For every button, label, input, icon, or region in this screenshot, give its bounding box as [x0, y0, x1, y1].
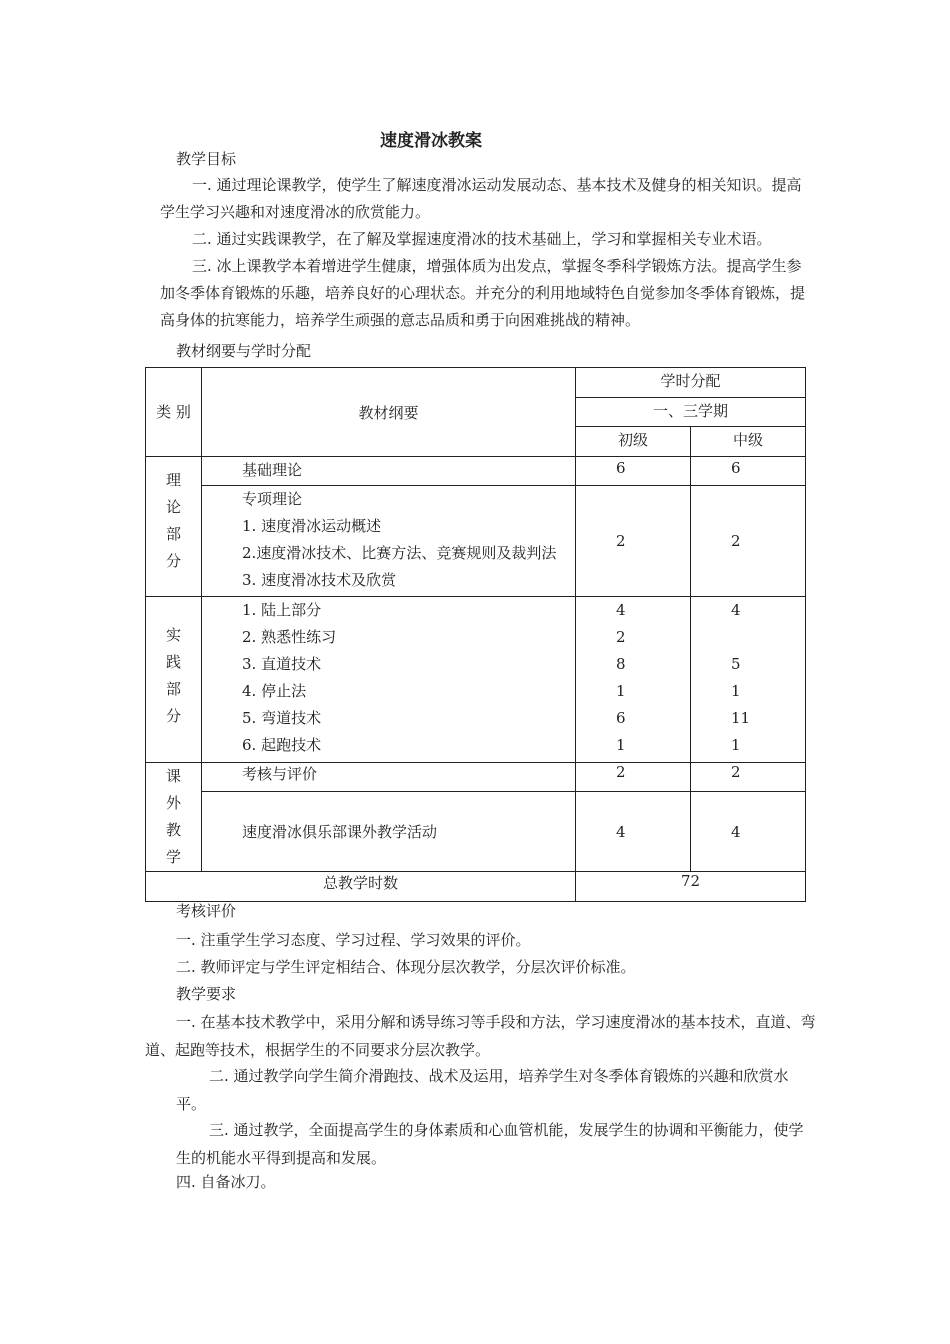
- total-value: 72: [576, 872, 806, 902]
- list-item: 4. 停止法: [242, 682, 307, 700]
- list-item: 1. 陆上部分: [242, 601, 322, 619]
- basic-theory-intermediate: 6: [691, 457, 806, 486]
- page-title: 速度滑冰教案: [380, 131, 482, 151]
- special-theory-label: 专项理论: [242, 490, 303, 508]
- intermediate-header: 中级: [691, 427, 806, 457]
- outline-header: 教材纲要: [202, 368, 576, 457]
- special-theory-cell: [202, 486, 576, 597]
- club-beginner: 4: [576, 792, 691, 872]
- semester-header: 一、三学期: [576, 398, 806, 427]
- assessment-label: 考核与评价: [202, 763, 576, 792]
- syllabus-heading: 教材纲要与学时分配: [176, 342, 312, 360]
- objective-2: 二. 通过实践课教学，在了解及掌握速度滑冰的技术基础上，学习和掌握相关专业术语。: [192, 230, 772, 248]
- list-item: 1. 速度滑冰运动概述: [242, 517, 382, 535]
- practice-items: [202, 597, 576, 763]
- practice-category: 实 践 部 分: [146, 597, 202, 763]
- requirement-3: 三. 通过教学，全面提高学生的身体素质和心血管机能，发展学生的协调和平衡能力，使学生的机能水平得到提高和发展。: [176, 1121, 804, 1167]
- list-item: 5. 弯道技术: [242, 709, 322, 727]
- list-item: 6. 起跑技术: [242, 736, 322, 754]
- club-intermediate: 4: [691, 792, 806, 872]
- special-theory-beginner: 2: [576, 486, 691, 597]
- assessment-item-2: 二. 教师评定与学生评定相结合、体现分层次教学，分层次评价标准。: [176, 958, 636, 976]
- syllabus-table: [145, 367, 806, 902]
- extra-category: 课 外 教 学: [146, 763, 202, 872]
- hours-header: 学时分配: [576, 368, 806, 398]
- objectives-heading: 教学目标: [176, 150, 237, 168]
- objective-1: 一. 通过理论课教学，使学生了解速度滑冰运动发展动态、基本技术及健身的相关知识。提高学生学习兴趣和对速度滑冰的欣赏能力。: [160, 176, 802, 221]
- category-header: 类 别: [146, 368, 202, 457]
- list-item: 3. 直道技术: [242, 655, 322, 673]
- list-item: 2. 熟悉性练习: [242, 628, 337, 646]
- basic-theory-label: 基础理论: [202, 457, 576, 486]
- list-item: 3. 速度滑冰技术及欣赏: [242, 571, 397, 589]
- theory-category: 理 论 部 分: [146, 457, 202, 597]
- practice-beginner: 4 2 8 1 6 1: [576, 597, 691, 763]
- practice-intermediate: 4 5 1 11 1: [691, 597, 806, 763]
- assessment-intermediate: 2: [691, 763, 806, 792]
- beginner-header: 初级: [576, 427, 691, 457]
- requirement-2: 二. 通过教学向学生简介滑跑技、战术及运用，培养学生对冬季体育锻炼的兴趣和欣赏水平。: [176, 1067, 789, 1113]
- total-label: 总教学时数: [146, 872, 576, 902]
- basic-theory-beginner: 6: [576, 457, 691, 486]
- list-item: 2.速度滑冰技术、比赛方法、竞赛规则及裁判法: [242, 544, 557, 562]
- objective-3: 三. 冰上课教学本着增进学生健康，增强体质为出发点，掌握冬季科学锻炼方法。提高学生参加冬季体育锻炼的乐趣，培养良好的心理状态。并充分的利用地域特色自觉参加冬季体育锻炼，提高身体的抗寒能力，培养学生顽强的意志品质和勇于向困难挑战的精神。: [160, 257, 806, 329]
- club-label: 速度滑冰俱乐部课外教学活动: [202, 792, 576, 872]
- requirement-1: 一. 在基本技术教学中，采用分解和诱导练习等手段和方法，学习速度滑冰的基本技术，直道、弯道、起跑等技术，根据学生的不同要求分层次教学。: [145, 1013, 816, 1059]
- requirements-heading: 教学要求: [176, 985, 237, 1003]
- assessment-beginner: 2: [576, 763, 691, 792]
- special-theory-intermediate: 2: [691, 486, 806, 597]
- requirement-4: 四. 自备冰刀。: [176, 1173, 276, 1191]
- assessment-item-1: 一. 注重学生学习态度、学习过程、学习效果的评价。: [176, 931, 531, 949]
- assessment-heading: 考核评价: [176, 902, 237, 920]
